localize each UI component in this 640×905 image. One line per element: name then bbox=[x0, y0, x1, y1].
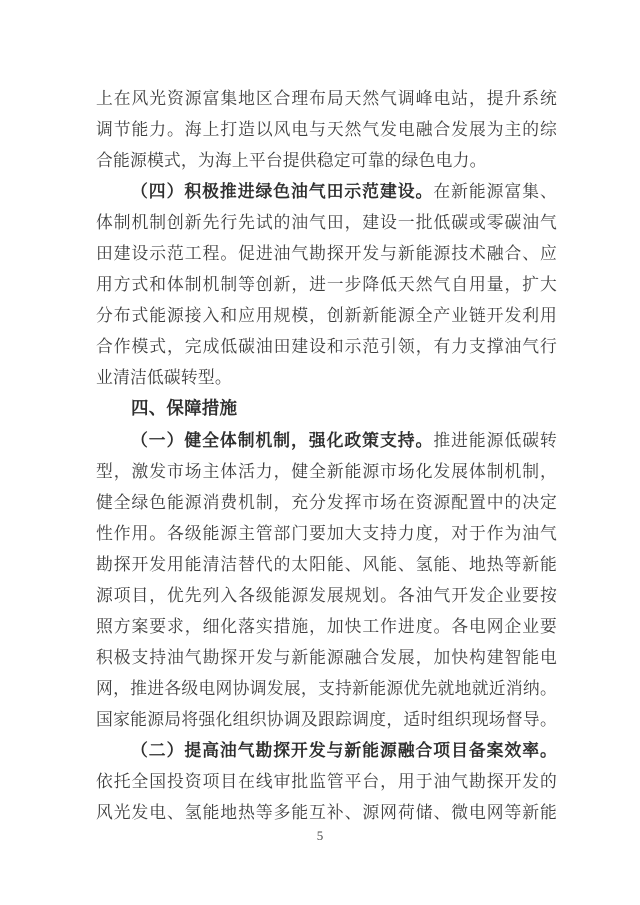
section-heading bbox=[96, 393, 557, 424]
text-line bbox=[96, 238, 557, 269]
text-line bbox=[96, 673, 557, 704]
text-line bbox=[96, 704, 557, 735]
text-segment: 照方案要求，细化落实措施，加快工作进度。各电网企业要 bbox=[96, 616, 557, 636]
text-segment: 在新能源富集、 bbox=[433, 182, 557, 202]
text-segment: 体制机制创新先行先试的油气田，建设一批低碳或零碳油气 bbox=[96, 213, 557, 233]
text-segment: 风光发电、氢能地热等多能互补、源网荷储、微电网等新能 bbox=[96, 803, 557, 823]
text-line bbox=[96, 269, 557, 300]
text-segment: 业清洁低碳转型。 bbox=[96, 368, 232, 388]
text-segment: 调节能力。海上打造以风电与天然气发电融合发展为主的综 bbox=[96, 120, 557, 140]
text-segment: 国家能源局将强化组织协调及跟踪调度，适时组织现场督导。 bbox=[96, 709, 557, 729]
text-line bbox=[96, 331, 557, 362]
text-line bbox=[96, 642, 557, 673]
text-line bbox=[96, 487, 557, 518]
text-segment: 合作模式，完成低碳油田建设和示范引领，有力支撑油气行 bbox=[96, 337, 557, 357]
bold-text-segment: 四、保障措施 bbox=[131, 398, 238, 419]
text-segment: 勘探开发用能清洁替代的太阳能、风能、氢能、地热等新能 bbox=[96, 554, 557, 574]
text-segment: 型，激发市场主体活力，健全新能源市场化发展体制机制， bbox=[96, 461, 557, 481]
text-line bbox=[96, 580, 557, 611]
text-segment: 源项目，优先列入各级能源发展规划。各油气开发企业要按 bbox=[96, 585, 557, 605]
text-segment: 用方式和体制机制等创新，进一步降低天然气自用量，扩大 bbox=[96, 275, 557, 295]
text-line bbox=[96, 425, 557, 456]
text-line bbox=[96, 766, 557, 797]
text-line bbox=[96, 207, 557, 238]
text-line bbox=[96, 176, 557, 207]
text-segment: 性作用。各级能源主管部门要加大支持力度，对于作为油气 bbox=[96, 523, 557, 543]
text-segment: 上在风光资源富集地区合理布局天然气调峰电站，提升系统 bbox=[96, 89, 557, 108]
text-segment: 分布式能源接入和应用规模，创新新能源全产业链开发利用 bbox=[96, 306, 557, 326]
bold-text-segment: （一）健全体制机制，强化政策支持。 bbox=[131, 430, 434, 450]
text-segment: 健全绿色能源消费机制，充分发挥市场在资源配置中的决定 bbox=[96, 492, 557, 512]
text-line bbox=[96, 735, 557, 766]
text-line bbox=[96, 114, 557, 145]
text-line bbox=[96, 611, 557, 642]
text-segment: 积极支持油气勘探开发与新能源融合发展，加快构建智能电 bbox=[96, 647, 557, 667]
page-number: 5 bbox=[316, 828, 324, 843]
bold-text-segment: （四）积极推进绿色油气田示范建设。 bbox=[131, 182, 434, 202]
bold-text-segment: （二）提高油气勘探开发与新能源融合项目备案效率。 bbox=[131, 740, 557, 760]
text-segment: 推进能源低碳转 bbox=[433, 430, 557, 450]
text-line bbox=[96, 145, 557, 176]
text-line bbox=[96, 456, 557, 487]
text-line bbox=[96, 362, 557, 393]
text-segment: 网，推进各级电网协调发展，支持新能源优先就地就近消纳。 bbox=[96, 678, 557, 698]
text-line bbox=[96, 797, 557, 828]
text-line bbox=[96, 549, 557, 580]
text-line bbox=[96, 300, 557, 331]
text-segment: 合能源模式，为海上平台提供稳定可靠的绿色电力。 bbox=[96, 151, 487, 171]
text-segment: 依托全国投资项目在线审批监管平台，用于油气勘探开发的 bbox=[96, 772, 557, 792]
document-body bbox=[96, 83, 557, 828]
text-segment: 田建设示范工程。促进油气勘探开发与新能源技术融合、应 bbox=[96, 244, 557, 264]
text-line bbox=[96, 518, 557, 549]
text-line bbox=[96, 83, 557, 114]
